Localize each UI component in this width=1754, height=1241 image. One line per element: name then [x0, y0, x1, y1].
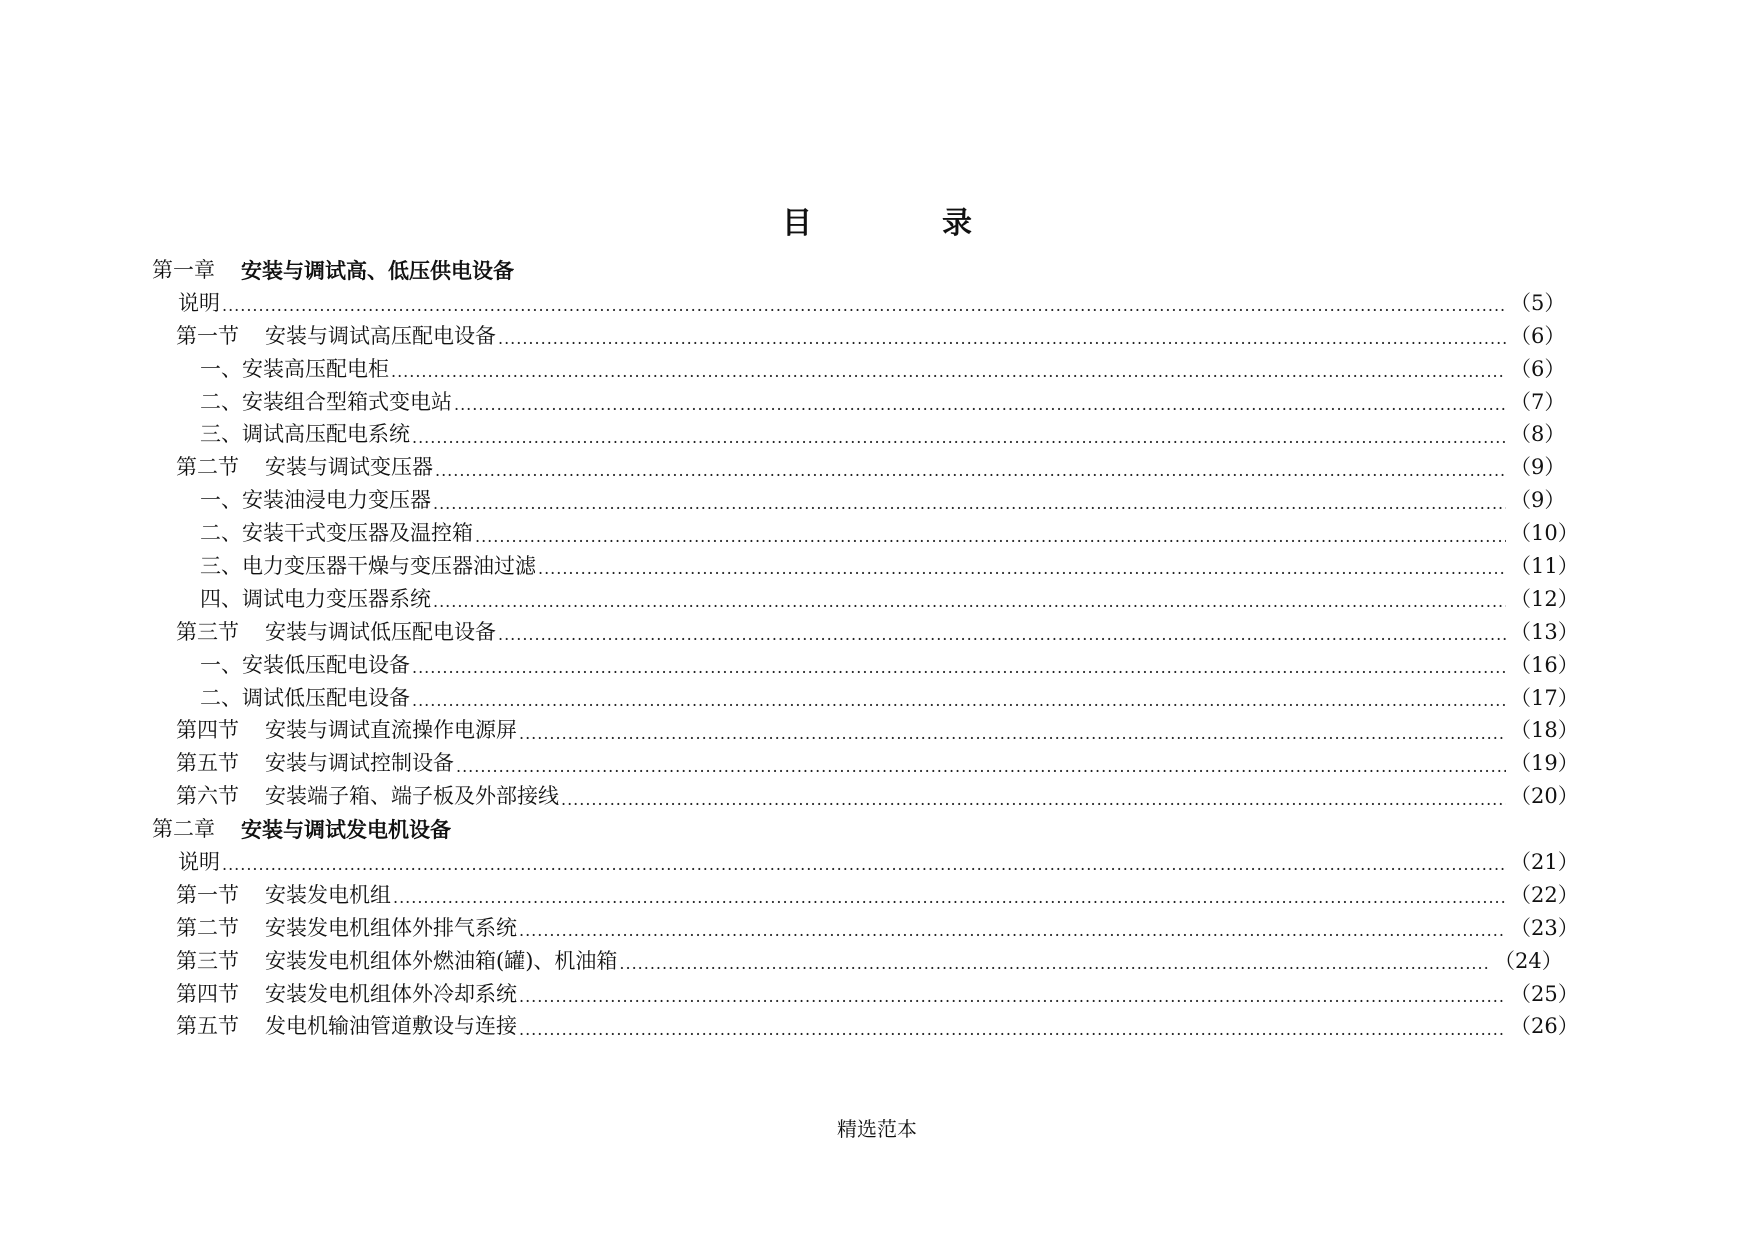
toc-section-entry [152, 846, 1579, 879]
section-number: 第四节 [176, 981, 239, 1006]
toc-subsection-entry [152, 353, 1572, 386]
page-number: （11） [1510, 553, 1579, 578]
toc-subsection-entry [152, 682, 1579, 715]
chapter-number: 第一章 [152, 257, 215, 282]
page-number: （17） [1510, 685, 1579, 710]
entry-title: 三、调试高压配电系统 [200, 422, 410, 447]
dot-leader [519, 726, 1506, 742]
dot-leader [222, 857, 1506, 873]
toc-subsection-entry [152, 418, 1572, 451]
dot-leader [454, 397, 1506, 413]
dot-leader [498, 331, 1506, 347]
entry-title: 二、安装组合型箱式变电站 [200, 389, 452, 414]
toc-subsection-entry [152, 583, 1579, 616]
section-number: 第二节 [176, 915, 239, 940]
toc-chapter-heading [152, 813, 1572, 846]
page-number: （20） [1510, 784, 1579, 809]
entry-title: 安装与调试变压器 [265, 455, 433, 480]
toc-chapter-heading [152, 254, 1572, 287]
dot-leader [498, 627, 1506, 643]
page-number: （18） [1510, 718, 1579, 743]
entry-title: 安装与调试低压配电设备 [265, 619, 496, 644]
dot-leader [412, 430, 1506, 446]
section-number: 第四节 [176, 718, 239, 743]
page-number: （8） [1510, 422, 1566, 447]
toc-subsection-entry [152, 550, 1579, 583]
page-number: （25） [1510, 981, 1579, 1006]
dot-leader [412, 693, 1506, 709]
section-number: 第五节 [176, 751, 239, 776]
dot-leader [538, 561, 1506, 577]
chapter-number: 第二章 [152, 817, 215, 842]
dot-leader [619, 956, 1490, 972]
page-number: （22） [1510, 882, 1579, 907]
page-number: （7） [1510, 389, 1566, 414]
toc-subsection-entry [152, 649, 1579, 682]
entry-title: 发电机输油管道敷设与连接 [265, 1014, 517, 1039]
entry-title: 安装端子箱、端子板及外部接线 [265, 784, 559, 809]
entry-title: 四、调试电力变压器系统 [200, 586, 431, 611]
page-title: 目 录 [782, 206, 1022, 241]
chapter-title: 安装与调试发电机设备 [241, 817, 451, 843]
toc-section-entry [152, 945, 1572, 978]
chapter-title: 安装与调试高、低压供电设备 [241, 257, 514, 283]
page-number: （19） [1510, 751, 1579, 776]
dot-leader [519, 923, 1506, 939]
dot-leader [393, 890, 1506, 906]
toc-section-entry [152, 714, 1579, 747]
section-number: 第一节 [176, 323, 239, 348]
page-number: （9） [1510, 455, 1566, 480]
page-number: （24） [1494, 948, 1563, 973]
toc-section-entry [152, 616, 1579, 649]
entry-title: 安装发电机组体外排气系统 [265, 915, 517, 940]
toc-section-entry [152, 287, 1572, 320]
toc-subsection-entry [152, 386, 1572, 419]
page-number: （6） [1510, 356, 1566, 381]
page-number: （23） [1510, 915, 1579, 940]
page-number: （12） [1510, 586, 1579, 611]
entry-title: 说明 [178, 290, 220, 315]
dot-leader [433, 594, 1506, 610]
dot-leader [475, 529, 1506, 545]
page-number: （16） [1510, 652, 1579, 677]
toc-section-entry [152, 747, 1579, 780]
entry-title: 安装发电机组体外燃油箱(罐)、机油箱 [265, 948, 618, 973]
entry-title: 安装与调试直流操作电源屏 [265, 718, 517, 743]
toc-subsection-entry [152, 484, 1572, 517]
entry-title: 安装发电机组 [265, 882, 391, 907]
section-number: 第六节 [176, 784, 239, 809]
dot-leader [519, 1022, 1506, 1038]
entry-title: 二、安装干式变压器及温控箱 [200, 521, 473, 546]
section-number: 第三节 [176, 948, 239, 973]
dot-leader [456, 759, 1506, 775]
toc-section-entry [152, 780, 1579, 813]
dot-leader [412, 660, 1506, 676]
toc-section-entry [152, 978, 1579, 1011]
entry-title: 说明 [178, 849, 220, 874]
dot-leader [391, 364, 1506, 380]
section-number: 第五节 [176, 1014, 239, 1039]
toc-section-entry [152, 320, 1572, 353]
section-number: 第二节 [176, 455, 239, 480]
entry-title: 一、安装高压配电柜 [200, 356, 389, 381]
dot-leader [519, 989, 1506, 1005]
dot-leader [222, 298, 1506, 314]
entry-title: 安装与调试控制设备 [265, 751, 454, 776]
page-footer: 精选范本 [837, 1117, 917, 1141]
entry-title: 二、调试低压配电设备 [200, 685, 410, 710]
dot-leader [435, 463, 1506, 479]
page-number: （9） [1510, 488, 1566, 513]
page-number: （10） [1510, 521, 1579, 546]
table-of-contents [152, 254, 1579, 1043]
page-number: （13） [1510, 619, 1579, 644]
toc-subsection-entry [152, 517, 1579, 550]
dot-leader [433, 496, 1506, 512]
entry-title: 一、安装油浸电力变压器 [200, 488, 431, 513]
entry-title: 一、安装低压配电设备 [200, 652, 410, 677]
section-number: 第三节 [176, 619, 239, 644]
page-number: （21） [1510, 849, 1579, 874]
entry-title: 安装与调试高压配电设备 [265, 323, 496, 348]
entry-title: 安装发电机组体外冷却系统 [265, 981, 517, 1006]
toc-section-entry [152, 879, 1579, 912]
page-number: （6） [1510, 323, 1566, 348]
dot-leader [561, 792, 1506, 808]
section-number: 第一节 [176, 882, 239, 907]
page-number: （26） [1510, 1014, 1579, 1039]
page-number: （5） [1510, 290, 1566, 315]
toc-section-entry [152, 1010, 1579, 1043]
entry-title: 三、电力变压器干燥与变压器油过滤 [200, 553, 536, 578]
toc-section-entry [152, 912, 1579, 945]
toc-section-entry [152, 451, 1572, 484]
